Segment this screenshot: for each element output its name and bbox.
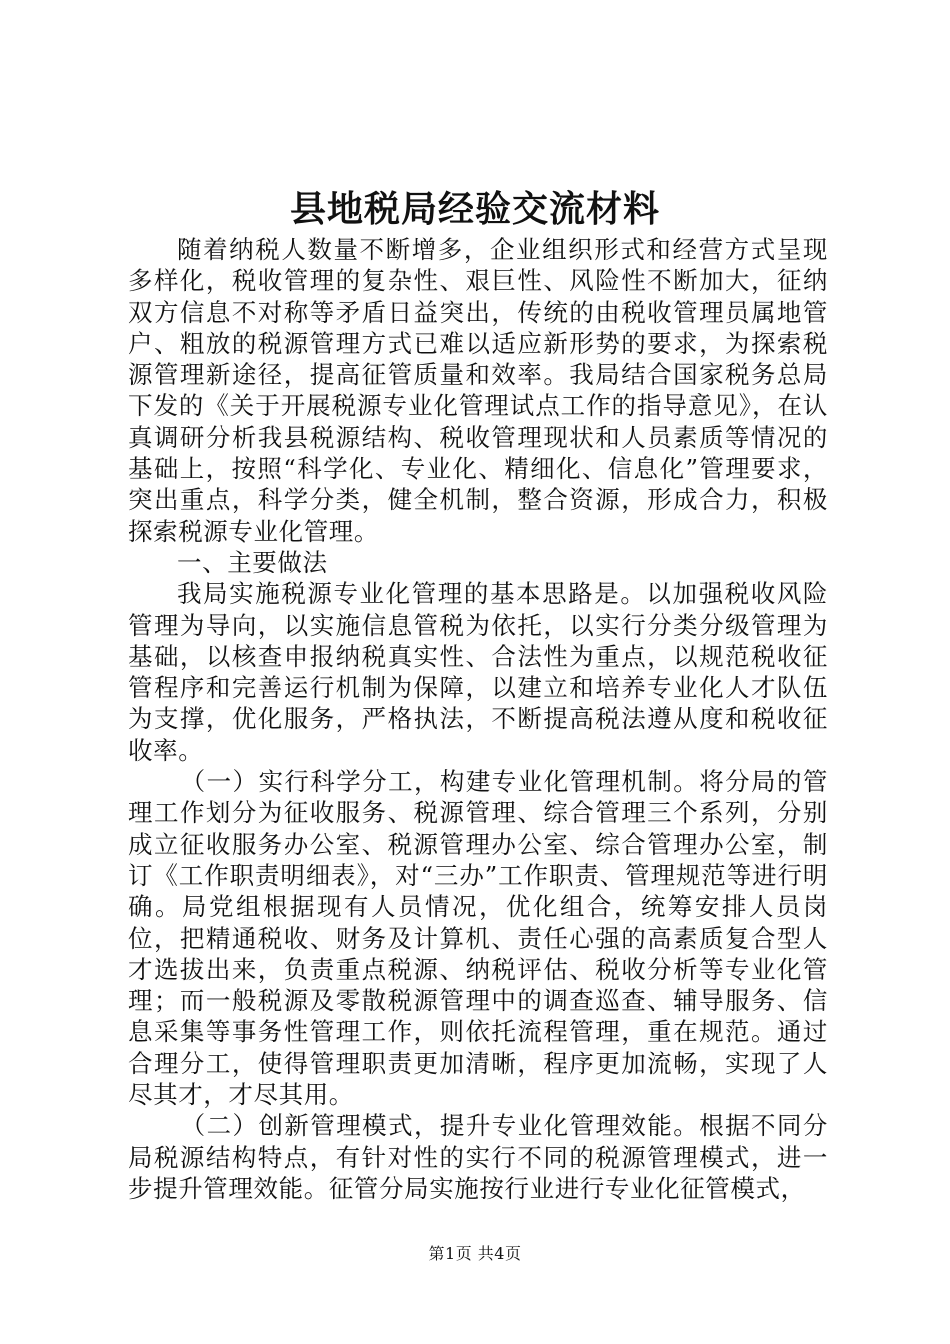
page-number-footer: 第1页 共4页 bbox=[428, 1244, 522, 1263]
document-title: 县地税局经验交流材料 bbox=[289, 188, 660, 230]
paragraph-basic-approach: 我局实施税源专业化管理的基本思路是。以加强税收风险管理为导向，以实施信息管税为依托，以实行分类分级管理为基础，以核查申报纳税真实性、合法性为重点，以规范税收征管程序和完善运行机制为保障，以建立和培养专业化人才队伍为支撑，优化服务，严格执法，不断提高税法遵从度和税收征收率。 bbox=[128, 579, 828, 765]
paragraph-intro: 随着纳税人数量不断增多，企业组织形式和经营方式呈现多样化，税收管理的复杂性、艰巨性、风险性不断加大，征纳双方信息不对称等矛盾日益突出，传统的由税收管理员属地管户、粗放的税源管理方式已难以适应新形势的要求，为探索税源管理新途径，提高征管质量和效率。我局结合国家税务总局下发的《关于开展税源专业化管理试点工作的指导意见》，在认真调研分析我县税源结构、税收管理现状和人员素质等情况的基础上，按照“科学化、专业化、精细化、信息化”管理要求，突出重点，科学分类，健全机制，整合资源，形成合力，积极探索税源专业化管理。 bbox=[128, 235, 828, 546]
section-heading-main-practices: 一、主要做法 bbox=[177, 547, 328, 577]
paragraph-section-one: （一）实行科学分工，构建专业化管理机制。将分局的管理工作划分为征收服务、税源管理、综合管理三个系列，分别成立征收服务办公室、税源管理办公室、综合管理办公室，制订《工作职责明细表》，对“三办”工作职责、管理规范等进行明确。局党组根据现有人员情况，优化组合，统筹安排人员岗位，把精通税收、财务及计算机、责任心强的高素质复合型人才选拔出来，负责重点税源、纳税评估、税收分析等专业化管理；而一般税源及零散税源管理中的调查巡查、辅导服务、信息采集等事务性管理工作，则依托流程管理，重在规范。通过合理分工，使得管理职责更加清晰，程序更加流畅，实现了人尽其才，才尽其用。 bbox=[128, 767, 828, 1110]
document-body bbox=[128, 234, 828, 1204]
paragraph-section-two: （二）创新管理模式，提升专业化管理效能。根据不同分局税源结构特点，有针对性的实行不同的税源管理模式，进一步提升管理效能。征管分局实施按行业进行专业化征管模式， bbox=[128, 1111, 828, 1203]
